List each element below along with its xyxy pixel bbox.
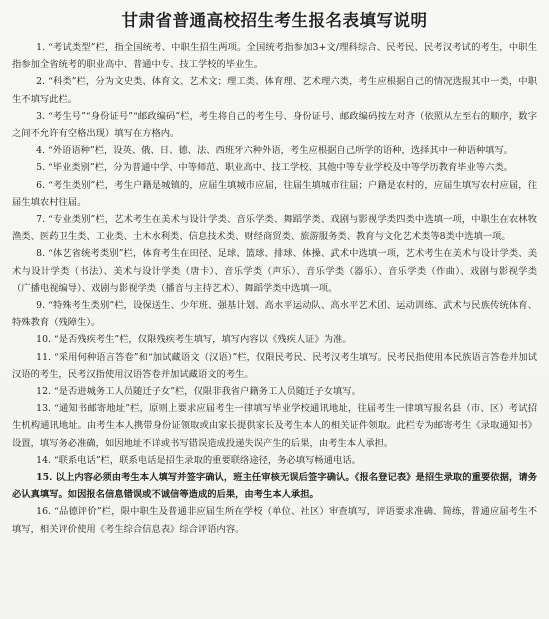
instruction-item: 7. “专业类别”栏，艺术考生在美术与设计学类、音乐学类、舞蹈学类、戏剧与影视学类四类中选填一项，中职生在农林牧渔类、医药卫生类、工业类、土木水利类、信息技术类、财经商贸类、旅游服务类、教育与文化艺术类等8类中选填一项。 <box>12 214 537 243</box>
instruction-list <box>12 39 537 538</box>
instruction-item-emphasis: 15. 以上内容必须由考生本人填写并签字确认，班主任审核无误后签字确认。《报名登记表》是招生录取的重要依据，请务必认真填写。如因报名信息错误或不诚信等造成的后果，由考生本人承担。 <box>12 472 537 501</box>
instruction-item: 5. “毕业类别”栏，分为普通中学、中等师范、职业高中、技工学校、其他中等专业学校及中等学历教育毕业等六类。 <box>36 162 514 174</box>
instruction-item: 6. “考生类别”栏，考生户籍是城镇的，应届生填城市应届，往届生填城市往届；户籍是农村的，应届生填写农村应届，往届生填农村往届。 <box>12 179 537 208</box>
instruction-item: 16. “品德评价”栏，限中职生及普通非应届生所在学校（单位、社区）审查填写，评语要求准确、简练，普通应届考生不填写，相关评价使用《考生综合信息表》综合评语内容。 <box>12 506 537 535</box>
document-title: 甘肃省普通高校招生考生报名表填写说明 <box>121 11 428 30</box>
instruction-item: 13. “通知书邮寄地址”栏，原则上要求应届考生一律填写毕业学校通讯地址，往届考生一律填写报名县（市、区）考试招生机构通讯地址。由考生本人携带身份证领取或由家长提供家长及考生本人的相关证件领取。此栏专为邮寄考生《录取通知书》设置，填写务必准确，如因地址不详或书写错误造成投递失误产生的后果，由考生本人承担。 <box>12 403 537 449</box>
instruction-item: 8. “体艺省统考类别”栏，体育考生在田径、足球、篮球、排球、体操、武术中选填一项，艺术考生在美术与设计学类、美术与设计学类（书法）、美术与设计学类（唐卡）、音乐学类（声乐）、音乐学类（器乐）、音乐学类（作曲）、戏剧与影视学类（广播电视编导）、戏剧与影视学类（播音与主持艺术）、舞蹈学类中选填一项。 <box>12 248 537 294</box>
instruction-item: 2. “科类”栏，分为文史类、体育文、艺术文；理工类、体育理、艺术理六类，考生应根据自己的情况选报其中一类，中职生不填写此栏。 <box>12 76 537 105</box>
instruction-item: 9. “特殊考生类别”栏，设保送生、少年班、强基计划、高水平运动队、高水平艺术团、运动训练、武术与民族传统体育、特殊教育（残障生）。 <box>12 300 537 329</box>
instruction-item: 14. “联系电话”栏，联系电话是招生录取的重要联络途径，务必填写畅通电话。 <box>36 454 361 466</box>
instruction-item: 10. “是否残疾考生”栏，仅限残疾考生填写，填写内容以《残疾人证》为准。 <box>36 334 352 346</box>
instruction-item: 11. “采用何种语言答卷”和“加试藏语文（汉语）”栏，仅限民考民、民考汉考生填写。民考民指使用本民族语言答卷并加试汉语的考生，民考汉指使用汉语答卷并加试藏语文的考生。 <box>12 351 537 380</box>
instruction-item: 12. “是否进城务工人员随迁子女”栏，仅限非我省户籍务工人员随迁子女填写。 <box>36 386 361 398</box>
instruction-item: 1. “考试类型”栏，指全国统考、中职生招生两项。全国统考指参加3+文/理科综合、民考民、民考汉考试的考生，中职生指参加全省统考的职业高中、普通中专、技工学校的毕业生。 <box>12 42 537 71</box>
instruction-item: 3. “考生号”“身份证号”“邮政编码”栏，考生将自己的考生号、身份证号、邮政编码按左对齐（依照从左至右的顺序，数字之间不允许有空格出现）填写在方格内。 <box>12 110 537 140</box>
instruction-item: 4. “外语语种”栏，设英、俄、日、德、法、西班牙六种外语，考生应根据自己所学的语种，选择其中一种语种填写。 <box>36 145 514 157</box>
